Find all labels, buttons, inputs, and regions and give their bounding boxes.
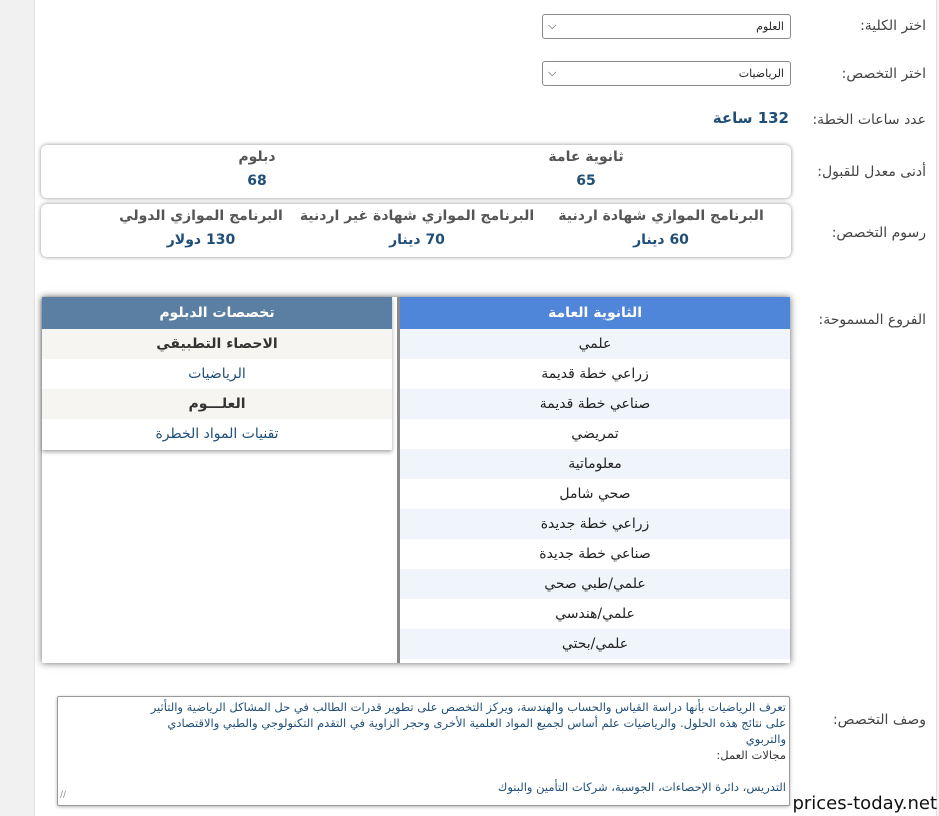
description-blank-line <box>61 763 786 779</box>
fees-label: رسوم التخصص: <box>831 225 926 241</box>
table-row: صناعي خطة جديدة <box>539 546 651 562</box>
table-row: زراعي خطة قديمة <box>541 366 649 382</box>
fees-jordanian-title: البرنامج الموازي شهادة اردنية <box>558 208 764 224</box>
chevron-down-icon: ⌵ <box>548 66 557 79</box>
table-row: تقنيات المواد الخطرة <box>155 426 279 442</box>
college-select-value: العلوم <box>756 20 784 33</box>
spec-select-value: الرياضيات <box>738 67 784 80</box>
table-row: الاحصاء التطبيقي <box>42 329 392 359</box>
diploma-branches-header: تخصصات الدبلوم <box>42 297 392 329</box>
min-avg-diploma-title: دبلوم <box>238 149 276 165</box>
description-line: والتربوي <box>745 732 786 746</box>
fees-international <box>111 208 291 248</box>
table-row: معلوماتية <box>400 449 790 479</box>
description-line: مجالات العمل: <box>716 748 786 762</box>
fees-jordanian <box>551 208 771 248</box>
general-branches-header: الثانوية العامة <box>400 297 790 329</box>
table-row: صناعي خطة قديمة <box>400 389 790 419</box>
table-row: علمي/هندسي <box>555 606 635 622</box>
page-content <box>34 0 937 816</box>
watermark: prices-today.net <box>792 793 937 814</box>
fees-nonjordanian-value: 70 دينار <box>389 232 445 248</box>
college-label: اختر الكلية: <box>860 18 926 34</box>
general-branches-body <box>400 329 790 659</box>
table-row: زراعي خطة جديدة <box>400 509 790 539</box>
college-select[interactable] <box>542 14 791 39</box>
hours-label: عدد ساعات الخطة: <box>812 112 926 128</box>
resize-grip-icon[interactable]: ∕∕ <box>60 790 67 800</box>
fees-card <box>41 204 791 257</box>
min-avg-diploma <box>197 149 317 189</box>
spec-select[interactable] <box>542 61 791 86</box>
table-row: الرياضيات <box>188 366 246 382</box>
min-avg-general-value: 65 <box>576 173 596 189</box>
fees-jordanian-value: 60 دينار <box>633 232 689 248</box>
fees-international-value: 130 دولار <box>166 232 236 248</box>
general-branches-table <box>397 297 790 663</box>
min-avg-diploma-value: 68 <box>247 173 267 189</box>
description-label: وصف التخصص: <box>832 712 926 728</box>
table-row: علمي/طبي صحي <box>400 569 790 599</box>
hours-value: 132 ساعة <box>712 109 789 127</box>
diploma-branches-table <box>42 297 392 450</box>
description-textarea[interactable] <box>57 696 790 806</box>
branches-tables <box>42 297 790 663</box>
min-avg-general <box>506 149 666 189</box>
table-row: علمي/بحتي <box>400 629 790 659</box>
fees-nonjordanian-title: البرنامج الموازي شهادة غير اردنية <box>299 208 535 224</box>
branches-label: الفروع المسموحة: <box>818 312 926 328</box>
description-line: تعرف الرياضيات بأنها دراسة القياس والحساب والهندسة، ويركز التخصص على تطوير قدرات الطالب في حل المشاكل الرياضية والتأثير <box>150 700 786 714</box>
fees-international-title: البرنامج الموازي الدولي <box>119 208 283 224</box>
min-avg-general-title: ثانوية عامة <box>548 149 624 165</box>
diploma-branches-body <box>42 329 392 449</box>
table-row: صحي شامل <box>559 486 631 502</box>
fees-nonjordanian <box>297 208 537 248</box>
min-avg-label: أدنى معدل للقبول: <box>817 164 926 180</box>
table-row: تمريضي <box>571 426 619 442</box>
spec-label: اختر التخصص: <box>841 66 926 82</box>
description-line: التدريس، دائرة الإحصاءات، الجوسبة، شركات التأمين والبنوك <box>497 780 786 794</box>
chevron-down-icon: ⌵ <box>548 19 557 32</box>
description-line: على نتائج هذه الحلول. والرياضيات علم أساس لجميع المواد العلمية الأخرى وحجر الزاوية في التقدم التكنولوجي والطبي والاقتصادي <box>167 716 786 730</box>
table-row: العلـــوم <box>42 389 392 419</box>
min-avg-card <box>41 145 791 198</box>
table-row: علمي <box>400 329 790 359</box>
